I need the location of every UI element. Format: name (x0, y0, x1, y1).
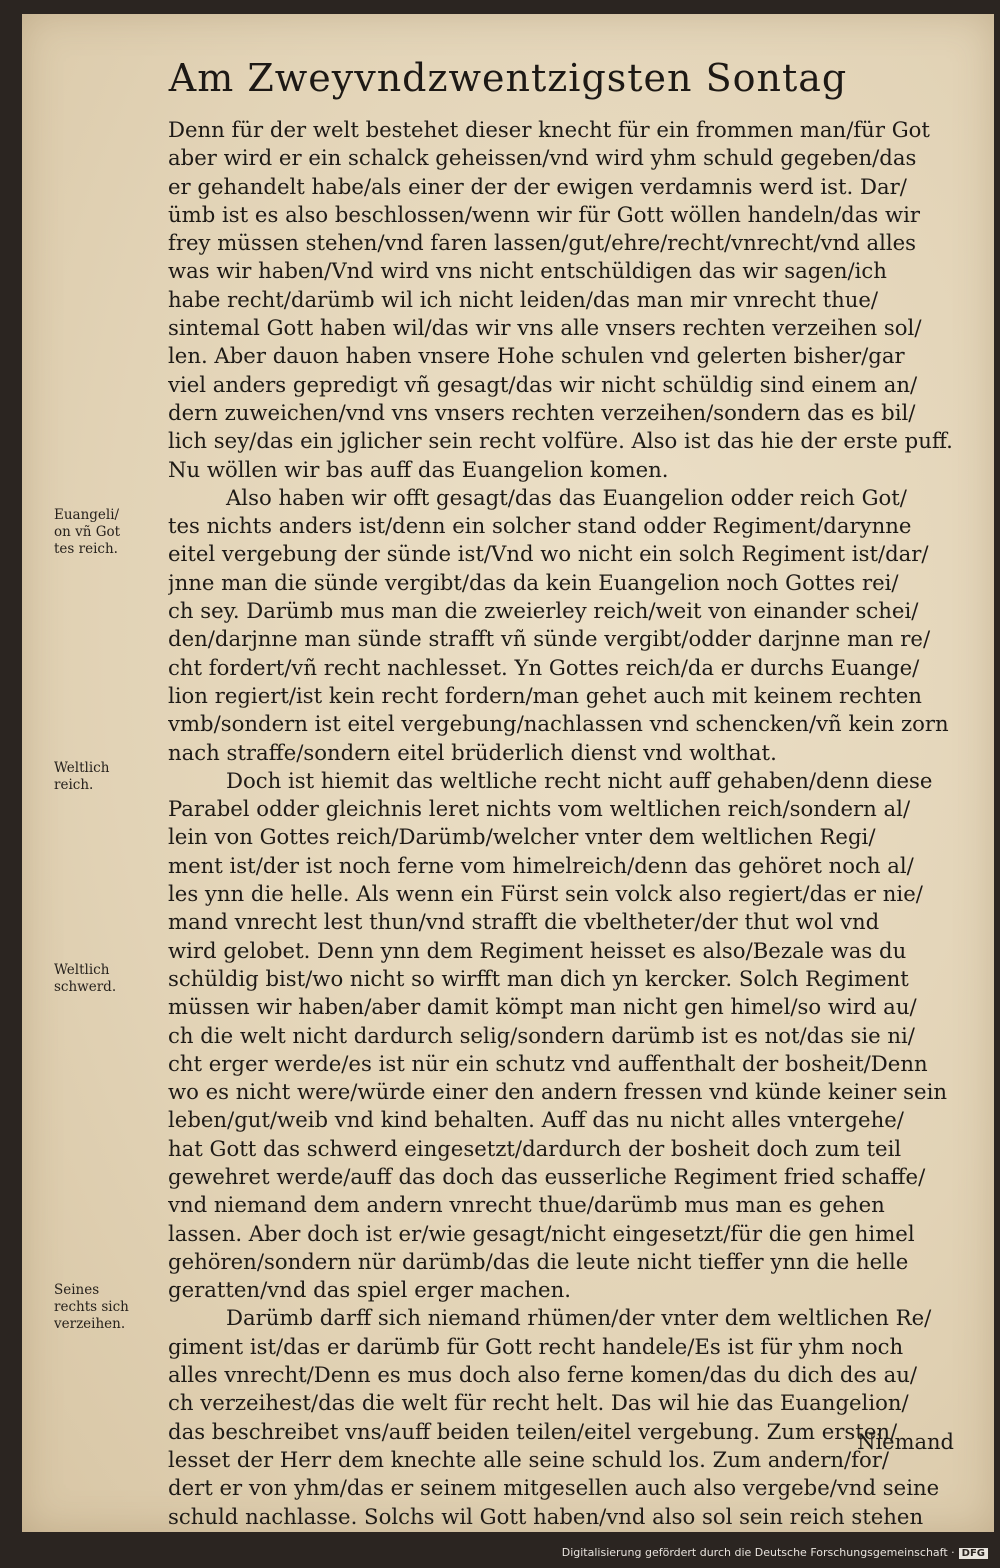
text-line: les ynn die helle. Als wenn ein Fürst sein volck also regiert/das er nie/ (168, 881, 923, 907)
margin-note-weltlich-reich (54, 760, 164, 794)
margin-note-line: reich. (54, 777, 94, 793)
text-line: den/darjnne man sünde strafft vñ sünde vergibt/odder darjnne man re/ (168, 626, 931, 652)
text-line: sintemal Gott haben wil/das wir vns alle vnsers rechten verzeihen sol/ (168, 315, 922, 341)
main-text-block (168, 116, 968, 1531)
catchword: Niemand (857, 1430, 954, 1454)
text-line: lassen. Aber doch ist er/wie gesagt/nicht eingesetzt/für die gen himel (168, 1220, 915, 1246)
text-line: schuld nachlasse. Solchs wil Gott haben/vnd also sol sein reich stehen (168, 1503, 924, 1529)
text-line: cht erger werde/es ist nür ein schutz vnd auffenthalt der bosheit/Denn (168, 1050, 928, 1076)
margin-note-line: on vñ Got (54, 524, 121, 540)
text-line: viel anders gepredigt vñ gesagt/das wir nicht schüldig sind einem an/ (168, 371, 918, 397)
margin-note-line: Weltlich (54, 962, 110, 978)
text-line: tes nichts anders ist/denn ein solcher stand odder Regiment/darynne (168, 513, 912, 539)
text-line: dert er von yhm/das er seinem mitgesellen auch also vergebe/vnd seine (168, 1475, 940, 1501)
margin-note-line: rechts sich (54, 1299, 129, 1315)
text-line: alles vnrecht/Denn es mus doch also ferne komen/das du dich des au/ (168, 1362, 918, 1388)
dfg-logo: DFG (959, 1548, 988, 1559)
book-page (22, 14, 994, 1532)
text-line: ment ist/der ist noch ferne vom himelreich/denn das gehöret noch al/ (168, 852, 914, 878)
text-line: was wir haben/Vnd wird vns nicht entschüldigen das wir sagen/ich (168, 258, 887, 284)
text-line: len. Aber dauon haben vnsere Hohe schulen vnd gelerten bisher/gar (168, 343, 905, 369)
text-line: cht fordert/vñ recht nachlesset. Yn Gottes reich/da er durchs Euange/ (168, 654, 920, 680)
text-line: lein von Gottes reich/Darümb/welcher vnter dem weltlichen Regi/ (168, 824, 876, 850)
text-line: er gehandelt habe/als einer der der ewigen verdamnis werd ist. Dar/ (168, 173, 907, 199)
digitization-credit (0, 1546, 988, 1559)
margin-note-line: Euangeli/ (54, 507, 120, 523)
text-line: nach straffe/sondern eitel brüderlich dienst vnd wolthat. (168, 739, 777, 765)
text-line: frey müssen stehen/vnd faren lassen/gut/ehre/recht/vnrecht/vnd alles (168, 230, 917, 256)
text-line: jnne man die sünde vergibt/das da kein Euangelion noch Gottes rei/ (168, 569, 899, 595)
text-line: schüldig bist/wo nicht so wirfft man dich yn kercker. Solch Regiment (168, 965, 909, 991)
text-line: Doch ist hiemit das weltliche recht nicht auff gehaben/denn diese (226, 767, 933, 793)
text-line: dern zuweichen/vnd vns vnsers rechten verzeihen/sondern das es bil/ (168, 399, 916, 425)
margin-note-euangelion (54, 507, 164, 558)
text-line: vnd niemand dem andern vnrecht thue/darümb mus man es gehen (168, 1192, 885, 1218)
text-line: leben/gut/weib vnd kind behalten. Auff das nu nicht alles vntergehe/ (168, 1107, 904, 1133)
text-line: geratten/vnd das spiel erger machen. (168, 1277, 571, 1303)
margin-note-line: tes reich. (54, 541, 118, 557)
text-line: gewehret werde/auff das doch das eusserliche Regiment fried schaffe/ (168, 1163, 926, 1189)
text-line: lich sey/das ein jglicher sein recht volfüre. Also ist das hie der erste puff. (168, 428, 953, 454)
text-line: das beschreibet vns/auff beiden teilen/eitel vergebung. Zum ersten/ (168, 1418, 898, 1444)
text-line: aber wird er ein schalck geheissen/vnd wird yhm schuld gegeben/das (168, 145, 917, 171)
text-line: lion regiert/ist kein recht fordern/man gehet auch mit keinem rechten (168, 682, 922, 708)
text-line: ch sey. Darümb mus man die zweierley reich/weit von einander schei/ (168, 598, 919, 624)
margin-note-line: verzeihen. (54, 1316, 126, 1332)
text-line: habe recht/darümb wil ich nicht leiden/das man mir vnrecht thue/ (168, 286, 879, 312)
margin-note-line: schwerd. (54, 979, 117, 995)
text-line: wo es nicht were/würde einer den andern fressen vnd künde keiner sein (168, 1079, 948, 1105)
running-head: Am Zweyvndzwentzigsten Sontag (168, 56, 848, 100)
text-line: mand vnrecht lest thun/vnd strafft die vbeltheter/der thut wol vnd (168, 909, 880, 935)
text-line: eitel vergebung der sünde ist/Vnd wo nicht ein solch Regiment ist/dar/ (168, 541, 929, 567)
text-line: Parabel odder gleichnis leret nichts vom weltlichen reich/sondern al/ (168, 796, 911, 822)
text-line: müssen wir haben/aber damit kömpt man nicht gen himel/so wird au/ (168, 994, 917, 1020)
text-line: lesset der Herr dem knechte alle seine schuld los. Zum andern/for/ (168, 1446, 889, 1472)
margin-note-weltlich-schwerd (54, 962, 164, 996)
text-line: ch verzeihest/das die welt für recht helt. Das wil hie das Euangelion/ (168, 1390, 909, 1416)
margin-note-line: Seines (54, 1282, 100, 1298)
text-line: hat Gott das schwerd eingesetzt/dardurch der bosheit doch zum teil (168, 1135, 902, 1161)
credit-text: Digitalisierung gefördert durch die Deutsche Forschungsgemeinschaft · (561, 1546, 955, 1559)
text-line: gehören/sondern nür darümb/das die leute nicht tieffer ynn die helle (168, 1248, 909, 1274)
margin-note-line: Weltlich (54, 760, 110, 776)
text-line: Also haben wir offt gesagt/das das Euangelion odder reich Got/ (226, 484, 907, 510)
margin-note-rechts-verzeihen (54, 1282, 164, 1333)
text-line: Nu wöllen wir bas auff das Euangelion komen. (168, 456, 669, 482)
text-line: vmb/sondern ist eitel vergebung/nachlassen vnd schencken/vñ kein zorn (168, 711, 949, 737)
text-line: Denn für der welt bestehet dieser knecht für ein frommen man/für Got (168, 117, 930, 142)
text-line: wird gelobet. Denn ynn dem Regiment heisset es also/Bezale was du (168, 937, 907, 963)
text-line: Darümb darff sich niemand rhümen/der vnter dem weltlichen Re/ (226, 1305, 932, 1331)
text-line: ümb ist es also beschlossen/wenn wir für Gott wöllen handeln/das wir (168, 201, 921, 227)
text-line: ch die welt nicht dardurch selig/sondern darümb ist es not/das sie ni/ (168, 1022, 915, 1048)
text-line: giment ist/das er darümb für Gott recht handele/Es ist für yhm noch (168, 1333, 904, 1359)
